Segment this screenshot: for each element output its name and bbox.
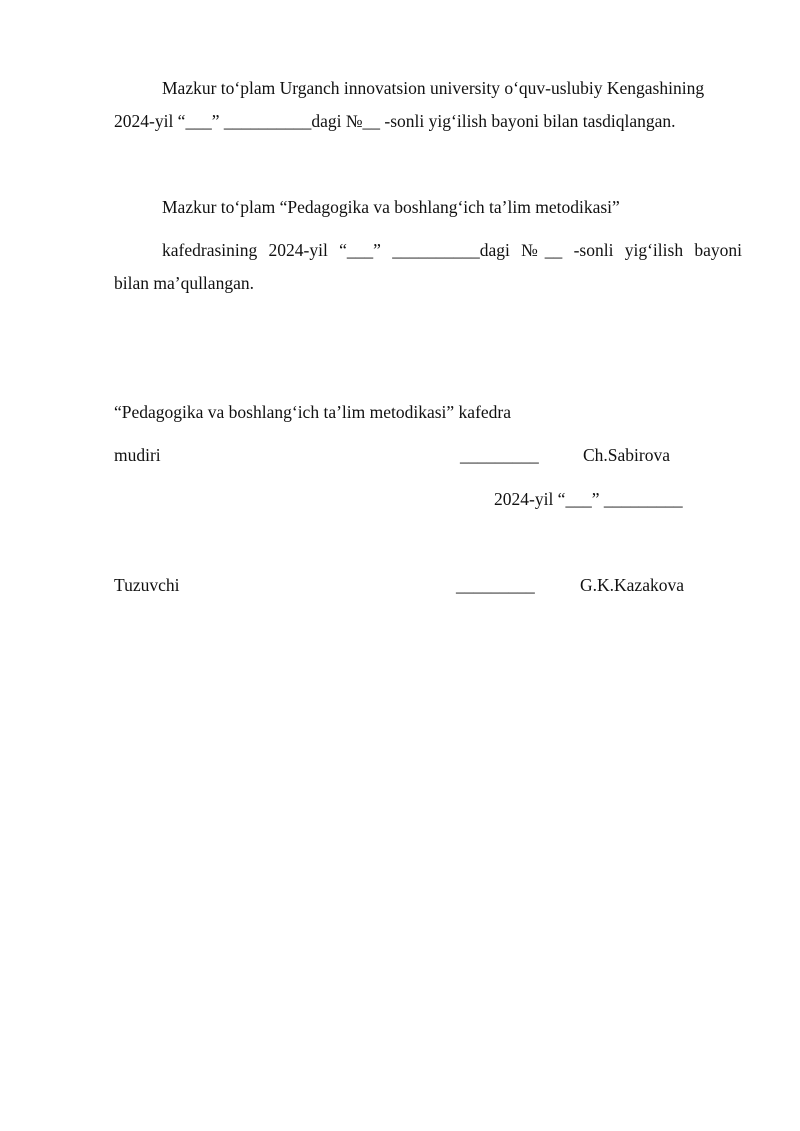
department-head-date: 2024-yil “___” _________: [494, 489, 683, 509]
department-head-title: “Pedagogika va boshlang‘ich ta’lim metodikasi” kafedra: [114, 402, 512, 422]
council-approval-line-1: Mazkur to‘plam Urganch innovatsion university o‘quv-uslubiy Kengashining: [162, 78, 705, 98]
compiler-role: Tuzuvchi: [114, 575, 180, 595]
department-approval-line-3: bilan ma’qullangan.: [114, 273, 254, 293]
department-approval-line-1: Mazkur to‘plam “Pedagogika va boshlang‘ich ta’lim metodikasi”: [162, 197, 620, 217]
council-approval-line-2: 2024-yil “___” __________dagi №__ -sonli yig‘ilish bayoni bilan tasdiqlangan.: [114, 111, 676, 131]
department-head-name: Ch.Sabirova: [583, 445, 671, 465]
compiler-signature-blank: _________: [456, 575, 535, 595]
department-head-signature-blank: _________: [460, 445, 539, 465]
department-approval-line-2: kafedrasining 2024-yil “___” __________dagi №__ -sonli yig‘ilish bayoni: [162, 240, 742, 260]
compiler-name: G.K.Kazakova: [580, 575, 684, 595]
department-head-role: mudiri: [114, 445, 161, 465]
